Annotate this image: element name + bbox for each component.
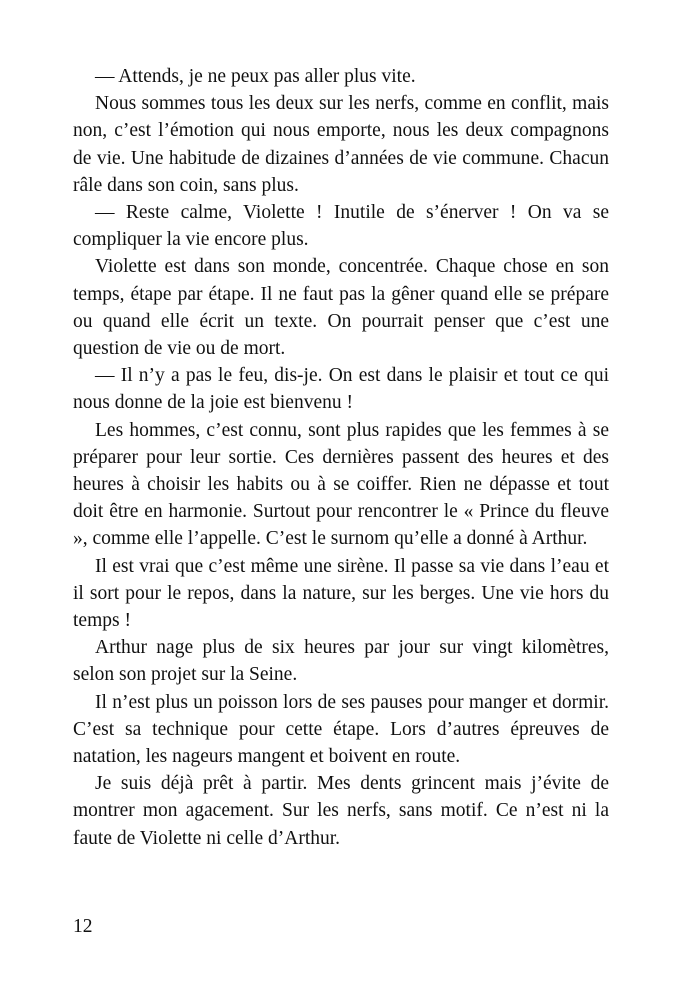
- paragraph-7: Il est vrai que c’est même une sirène. Il passe sa vie dans l’eau et il sort pour le repos, dans la nature, sur les berges. Une vie hors du temps !: [73, 555, 609, 632]
- paragraph-3: — Reste calme, Violette ! Inutile de s’énerver ! On va se compliquer la vie encore plus.: [73, 202, 609, 251]
- paragraph-1: — Attends, je ne peux pas aller plus vite.: [95, 66, 416, 87]
- paragraph-10: Je suis déjà prêt à partir. Mes dents grincent mais j’évite de montrer mon agacement. Sur les nerfs, sans motif. Ce n’est ni la faute de Violette ni celle d’Arthur.: [73, 773, 609, 849]
- paragraph-9: Il n’est plus un poisson lors de ses pauses pour manger et dormir. C’est sa technique pour cette étape. Lors d’autres épreuves de natation, les nageurs mangent et boivent en route.: [73, 691, 609, 768]
- paragraph-4: Violette est dans son monde, concentrée. Chaque chose en son temps, étape par étape. Il ne faut pas la gêner quand elle se prépare ou quand elle écrit un texte. On pourrait penser que c’est une question de vie ou de mort.: [73, 256, 609, 360]
- page-body: [73, 63, 609, 852]
- paragraph-6: Les hommes, c’est connu, sont plus rapides que les femmes à se préparer pour leur sortie. Ces dernières passent des heures et des heures à choisir les habits ou à se coiffer. Rien ne dépasse et tout doit être en harmonie. Surtout pour rencontrer le « Prince du fleuve », comme elle l’appelle. C’est le surnom qu’elle a donné à Arthur.: [73, 419, 609, 550]
- paragraph-8: Arthur nage plus de six heures par jour sur vingt kilomètres, selon son projet sur la Seine.: [73, 637, 609, 686]
- page-number: 12: [73, 916, 93, 937]
- paragraph-5: — Il n’y a pas le feu, dis-je. On est dans le plaisir et tout ce qui nous donne de la joie est bienvenu !: [73, 365, 609, 414]
- paragraph-2: Nous sommes tous les deux sur les nerfs, comme en conflit, mais non, c’est l’émotion qui nous emporte, nous les deux compagnons de vie. Une habitude de dizaines d’années de vie commune. Chacun râle dans son coin, sans plus.: [73, 93, 609, 196]
